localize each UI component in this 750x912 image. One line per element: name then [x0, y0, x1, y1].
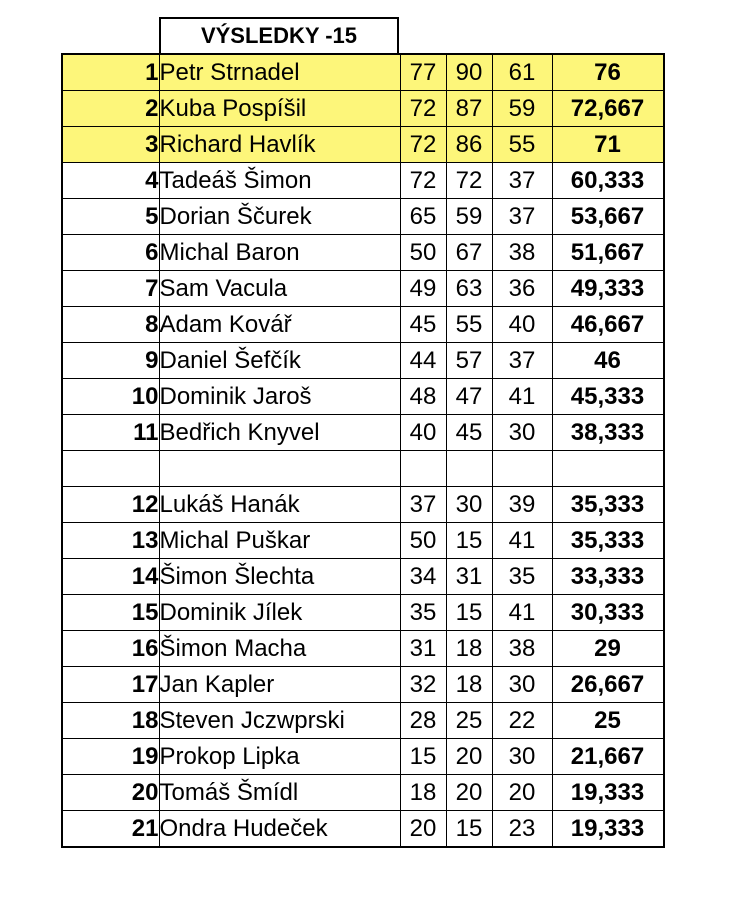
score-1-cell: 65 — [400, 199, 446, 235]
score-1-cell: 18 — [400, 775, 446, 811]
average-cell: 35,333 — [552, 523, 664, 559]
rank-cell: 1 — [62, 54, 159, 91]
score-2-cell: 47 — [446, 379, 492, 415]
table-row — [62, 54, 664, 91]
average-cell: 46,667 — [552, 307, 664, 343]
score-3-cell: 37 — [492, 343, 552, 379]
score-2-cell: 59 — [446, 199, 492, 235]
rank-cell: 6 — [62, 235, 159, 271]
empty-cell — [552, 451, 664, 487]
table-row — [62, 271, 664, 307]
name-cell: Bedřich Knyvel — [159, 415, 400, 451]
score-3-cell: 22 — [492, 703, 552, 739]
score-3-cell: 39 — [492, 487, 552, 523]
rank-cell: 20 — [62, 775, 159, 811]
table-row — [62, 739, 664, 775]
average-cell: 60,333 — [552, 163, 664, 199]
name-cell: Adam Kovář — [159, 307, 400, 343]
score-2-cell: 18 — [446, 667, 492, 703]
score-3-cell: 55 — [492, 127, 552, 163]
score-2-cell: 63 — [446, 271, 492, 307]
score-1-cell: 15 — [400, 739, 446, 775]
score-2-cell: 55 — [446, 307, 492, 343]
score-2-cell: 31 — [446, 559, 492, 595]
score-2-cell: 87 — [446, 91, 492, 127]
average-cell: 49,333 — [552, 271, 664, 307]
average-cell: 21,667 — [552, 739, 664, 775]
score-1-cell: 48 — [400, 379, 446, 415]
score-1-cell: 72 — [400, 163, 446, 199]
score-2-cell: 72 — [446, 163, 492, 199]
rank-cell: 12 — [62, 487, 159, 523]
table-row — [62, 523, 664, 559]
name-cell: Dominik Jaroš — [159, 379, 400, 415]
table-row — [62, 415, 664, 451]
name-cell: Sam Vacula — [159, 271, 400, 307]
score-3-cell: 41 — [492, 523, 552, 559]
score-1-cell: 35 — [400, 595, 446, 631]
score-2-cell: 25 — [446, 703, 492, 739]
name-cell: Lukáš Hanák — [159, 487, 400, 523]
results-title: VÝSLEDKY -15 — [159, 17, 399, 53]
score-3-cell: 37 — [492, 163, 552, 199]
empty-cell — [446, 451, 492, 487]
name-cell: Tadeáš Šimon — [159, 163, 400, 199]
score-3-cell: 41 — [492, 595, 552, 631]
empty-cell — [62, 451, 159, 487]
table-row — [62, 703, 664, 739]
score-2-cell: 20 — [446, 739, 492, 775]
average-cell: 45,333 — [552, 379, 664, 415]
rank-cell: 8 — [62, 307, 159, 343]
score-1-cell: 31 — [400, 631, 446, 667]
average-cell: 46 — [552, 343, 664, 379]
rank-cell: 4 — [62, 163, 159, 199]
score-1-cell: 49 — [400, 271, 446, 307]
score-3-cell: 37 — [492, 199, 552, 235]
table-row — [62, 811, 664, 848]
table-row — [62, 667, 664, 703]
score-3-cell: 36 — [492, 271, 552, 307]
table-row — [62, 775, 664, 811]
name-cell: Tomáš Šmídl — [159, 775, 400, 811]
score-1-cell: 72 — [400, 127, 446, 163]
score-2-cell: 90 — [446, 54, 492, 91]
score-2-cell: 86 — [446, 127, 492, 163]
average-cell: 26,667 — [552, 667, 664, 703]
score-3-cell: 61 — [492, 54, 552, 91]
name-cell: Michal Baron — [159, 235, 400, 271]
table-row — [62, 199, 664, 235]
score-1-cell: 37 — [400, 487, 446, 523]
score-1-cell: 72 — [400, 91, 446, 127]
table-row — [62, 487, 664, 523]
score-2-cell: 15 — [446, 595, 492, 631]
score-1-cell: 77 — [400, 54, 446, 91]
score-2-cell: 20 — [446, 775, 492, 811]
score-1-cell: 32 — [400, 667, 446, 703]
score-3-cell: 38 — [492, 631, 552, 667]
name-cell: Dominik Jílek — [159, 595, 400, 631]
table-row — [62, 631, 664, 667]
score-1-cell: 50 — [400, 235, 446, 271]
table-row — [62, 559, 664, 595]
rank-cell: 15 — [62, 595, 159, 631]
name-cell: Richard Havlík — [159, 127, 400, 163]
average-cell: 35,333 — [552, 487, 664, 523]
table-row — [62, 91, 664, 127]
rank-cell: 7 — [62, 271, 159, 307]
score-1-cell: 44 — [400, 343, 446, 379]
score-2-cell: 30 — [446, 487, 492, 523]
rank-cell: 21 — [62, 811, 159, 848]
score-3-cell: 38 — [492, 235, 552, 271]
table-spacer-row — [62, 451, 664, 487]
score-3-cell: 59 — [492, 91, 552, 127]
name-cell: Michal Puškar — [159, 523, 400, 559]
rank-cell: 2 — [62, 91, 159, 127]
score-1-cell: 20 — [400, 811, 446, 848]
average-cell: 19,333 — [552, 811, 664, 848]
rank-cell: 16 — [62, 631, 159, 667]
score-1-cell: 34 — [400, 559, 446, 595]
score-3-cell: 35 — [492, 559, 552, 595]
rank-cell: 9 — [62, 343, 159, 379]
name-cell: Daniel Šefčík — [159, 343, 400, 379]
table-row — [62, 379, 664, 415]
average-cell: 38,333 — [552, 415, 664, 451]
average-cell: 72,667 — [552, 91, 664, 127]
rank-cell: 17 — [62, 667, 159, 703]
table-row — [62, 127, 664, 163]
average-cell: 33,333 — [552, 559, 664, 595]
table-row — [62, 343, 664, 379]
empty-cell — [159, 451, 400, 487]
average-cell: 53,667 — [552, 199, 664, 235]
table-row — [62, 163, 664, 199]
average-cell: 51,667 — [552, 235, 664, 271]
table-row — [62, 595, 664, 631]
score-3-cell: 30 — [492, 739, 552, 775]
score-2-cell: 45 — [446, 415, 492, 451]
rank-cell: 19 — [62, 739, 159, 775]
score-1-cell: 45 — [400, 307, 446, 343]
score-3-cell: 40 — [492, 307, 552, 343]
average-cell: 29 — [552, 631, 664, 667]
average-cell: 19,333 — [552, 775, 664, 811]
score-1-cell: 28 — [400, 703, 446, 739]
average-cell: 30,333 — [552, 595, 664, 631]
name-cell: Jan Kapler — [159, 667, 400, 703]
score-3-cell: 23 — [492, 811, 552, 848]
rank-cell: 5 — [62, 199, 159, 235]
average-cell: 71 — [552, 127, 664, 163]
score-1-cell: 50 — [400, 523, 446, 559]
name-cell: Kuba Pospíšil — [159, 91, 400, 127]
name-cell: Steven Jczwprski — [159, 703, 400, 739]
score-3-cell: 20 — [492, 775, 552, 811]
rank-cell: 11 — [62, 415, 159, 451]
average-cell: 76 — [552, 54, 664, 91]
table-row — [62, 307, 664, 343]
score-3-cell: 30 — [492, 667, 552, 703]
score-2-cell: 15 — [446, 811, 492, 848]
score-3-cell: 30 — [492, 415, 552, 451]
results-table — [61, 53, 665, 848]
score-3-cell: 41 — [492, 379, 552, 415]
name-cell: Šimon Šlechta — [159, 559, 400, 595]
rank-cell: 14 — [62, 559, 159, 595]
table-row — [62, 235, 664, 271]
average-cell: 25 — [552, 703, 664, 739]
name-cell: Ondra Hudeček — [159, 811, 400, 848]
rank-cell: 18 — [62, 703, 159, 739]
empty-cell — [400, 451, 446, 487]
score-1-cell: 40 — [400, 415, 446, 451]
score-2-cell: 57 — [446, 343, 492, 379]
score-2-cell: 18 — [446, 631, 492, 667]
name-cell: Dorian Ščurek — [159, 199, 400, 235]
name-cell: Šimon Macha — [159, 631, 400, 667]
rank-cell: 10 — [62, 379, 159, 415]
score-2-cell: 15 — [446, 523, 492, 559]
score-2-cell: 67 — [446, 235, 492, 271]
name-cell: Prokop Lipka — [159, 739, 400, 775]
rank-cell: 13 — [62, 523, 159, 559]
empty-cell — [492, 451, 552, 487]
rank-cell: 3 — [62, 127, 159, 163]
name-cell: Petr Strnadel — [159, 54, 400, 91]
